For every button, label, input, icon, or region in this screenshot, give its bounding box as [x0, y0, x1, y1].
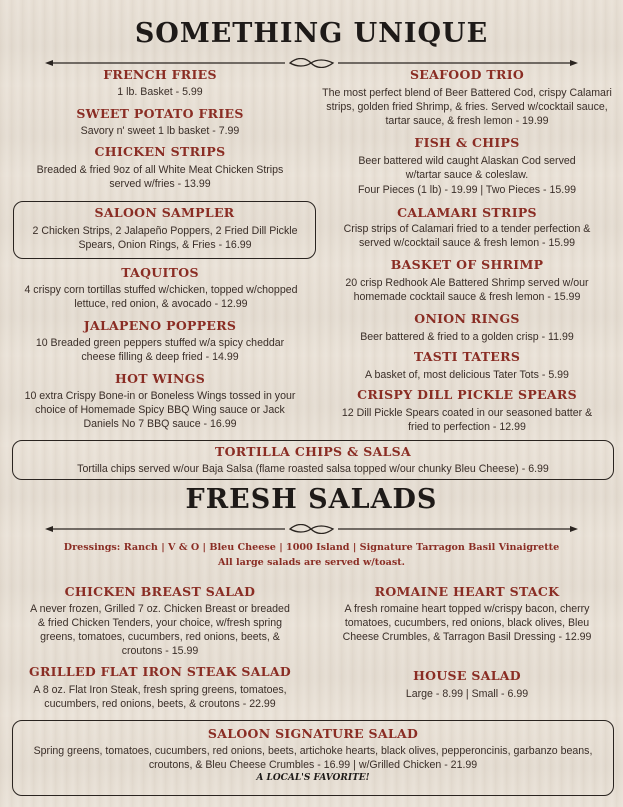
- item-description: 10 Breaded green peppers stuffed w/a spicy cheddar cheese filling & deep fried - 14.99: [35, 337, 285, 363]
- item-description: A basket of, most delicious Tater Tots - 5.99: [365, 369, 569, 381]
- item-description: Large - 8.99 | Small - 6.99: [405, 688, 529, 700]
- item-description: 1 lb. Basket - 5.99: [117, 86, 203, 98]
- item-name: CALAMARI STRIPS: [397, 205, 537, 220]
- item-description: 4 crispy corn tortillas stuffed w/chicken, topped w/chopped lettuce, red onion, & avocado - 12.99: [24, 284, 298, 310]
- ornamental-divider: [45, 524, 578, 534]
- item-name: ROMAINE HEART STACK: [374, 584, 560, 599]
- item-name: TASTI TATERS: [413, 349, 521, 364]
- item-description: Crisp strips of Calamari fried to a tender perfection & served w/cocktail sauce & fresh lemon - 15.99: [343, 223, 591, 249]
- item-description: Breaded & fried 9oz of all White Meat Chicken Strips served w/fries - 13.99: [36, 164, 284, 190]
- item-name: HOUSE SALAD: [413, 668, 521, 683]
- item-name: SALOON SAMPLER: [94, 205, 235, 220]
- item-name: SEAFOOD TRIO: [409, 67, 525, 82]
- item-description: 2 Chicken Strips, 2 Jalapeño Poppers, 2 Fried Dill Pickle Spears, Onion Rings, & Fries - 16.99: [32, 225, 298, 251]
- item-name: SALOON SIGNATURE SALAD: [207, 726, 419, 741]
- item-name: TORTILLA CHIPS & SALSA: [215, 444, 411, 459]
- item-name: CHICKEN BREAST SALAD: [64, 584, 256, 599]
- dressings-list: Dressings: Ranch | V & O | Bleu Cheese | 1000 Island | Signature Tarragon Basil Vinaigrette: [63, 542, 560, 553]
- item-description: Tortilla chips served w/our Baja Salsa (flame roasted salsa topped w/our chunky Bleu Cheese) - 6.99: [77, 463, 549, 475]
- item-name: CRISPY DILL PICKLE SPEARS: [357, 387, 577, 402]
- locals-favorite-tagline: A LOCAL'S FAVORITE!: [256, 773, 370, 783]
- item-name: JALAPENO POPPERS: [83, 318, 237, 333]
- item-description: 10 extra Crispy Bone-in or Boneless Wings tossed in your choice of Homemade Spicy BBQ Wing sauce or Jack Daniels No 7 BBQ sauce - 16.99: [24, 390, 296, 430]
- item-name: TAQUITOS: [121, 265, 199, 280]
- item-name: FISH & CHIPS: [414, 135, 520, 150]
- item-description: Beer battered & fried to a golden crisp - 11.99: [360, 331, 574, 343]
- item-description: 12 Dill Pickle Spears coated in our seasoned batter & fried to perfection - 12.99: [341, 407, 593, 433]
- item-price-line: Four Pieces (1 lb) - 19.99 | Two Pieces - 15.99: [357, 184, 577, 196]
- section-title-fresh-salads: FRESH SALADS: [185, 484, 438, 515]
- item-name: CHICKEN STRIPS: [94, 144, 226, 159]
- large-salad-note: All large salads are served w/toast.: [217, 557, 406, 568]
- item-name: GRILLED FLAT IRON STEAK SALAD: [29, 664, 291, 679]
- item-description: Savory n' sweet 1 lb basket - 7.99: [80, 125, 240, 137]
- item-description: Spring greens, tomatoes, cucumbers, red onions, beets, artichoke hearts, black olives, pepperoncinis, garbanzo beans, croutons, & Bleu Cheese Crumbles - 16.99 | w/Grilled Chicken - 21.99: [33, 745, 593, 771]
- item-name: SWEET POTATO FRIES: [76, 106, 244, 121]
- item-description: 20 crisp Redhook Ale Battered Shrimp served w/our homemade cocktail sauce & fresh lemon - 15.99: [345, 277, 589, 303]
- item-description: A never frozen, Grilled 7 oz. Chicken Breast or breaded & fried Chicken Tenders, your choice, w/fresh spring greens, tomatoes, cucumbers, red onions, beets, & croutons - 15.99: [30, 603, 290, 657]
- item-description: A fresh romaine heart topped w/crispy bacon, cherry tomatoes, cucumbers, red onions, black olives, Bleu Cheese Crumbles, & Tarragon Basil Dressing - 12.99: [342, 603, 592, 643]
- item-name: BASKET OF SHRIMP: [390, 257, 544, 272]
- item-description: The most perfect blend of Beer Battered Cod, crispy Calamari strips, golden fried Shrimp, & fries. Served w/cocktail sauce, tartar sauce, & fresh lemon - 19.99: [322, 87, 612, 127]
- item-description: Beer battered wild caught Alaskan Cod served w/tartar sauce & coleslaw.: [358, 155, 576, 181]
- section-title-something-unique: SOMETHING UNIQUE: [134, 18, 489, 49]
- item-name: FRENCH FRIES: [103, 67, 217, 82]
- item-name: ONION RINGS: [414, 311, 520, 326]
- item-description: A 8 oz. Flat Iron Steak, fresh spring greens, tomatoes, cucumbers, red onions, beets, & croutons - 22.99: [33, 684, 287, 710]
- item-name: HOT WINGS: [114, 371, 206, 386]
